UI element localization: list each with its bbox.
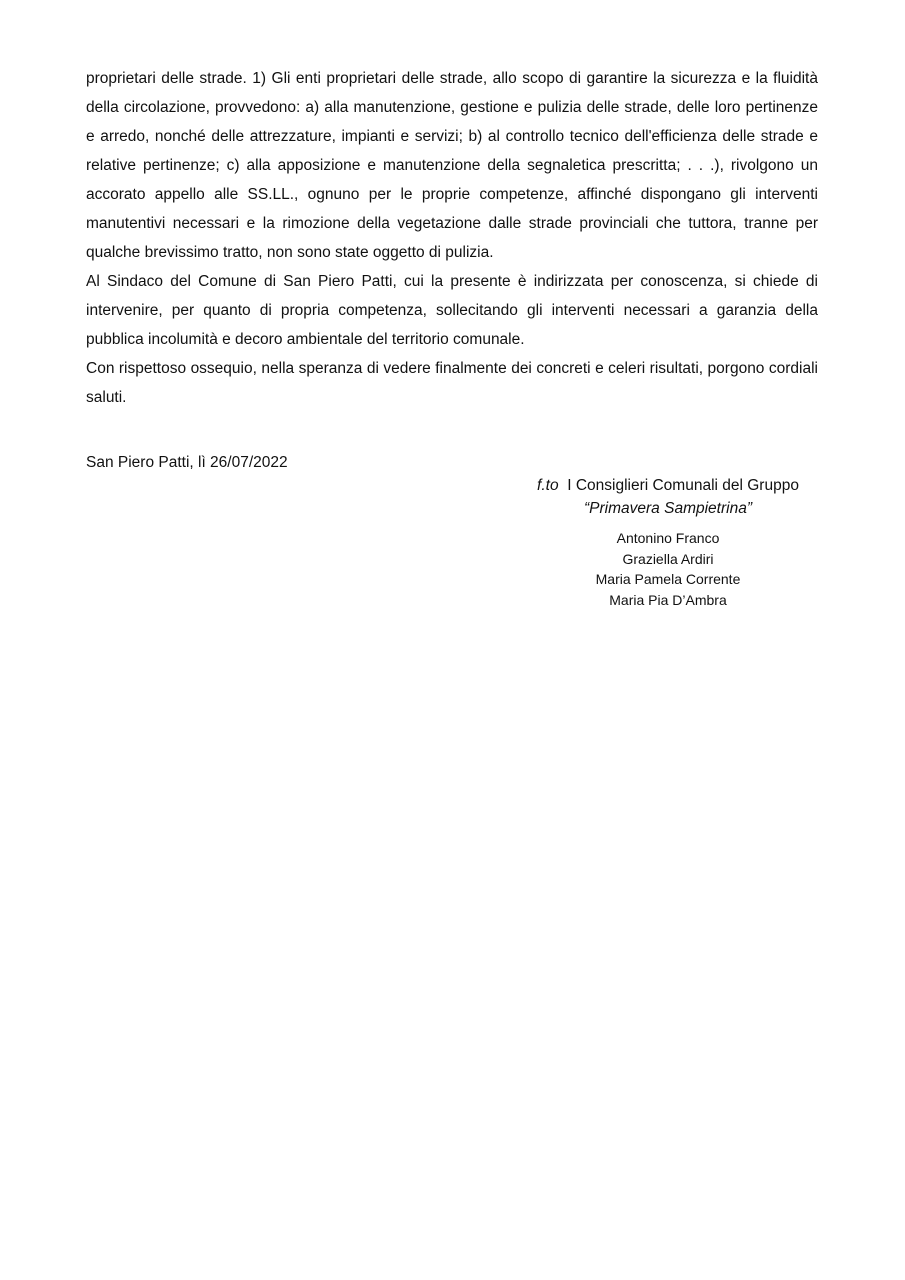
signature-header <box>510 474 826 497</box>
place-and-date: San Piero Patti, lì 26/07/2022 <box>86 454 288 471</box>
paragraph-3: Con rispettoso ossequio, nella speranza di vedere finalmente dei concreti e celeri risultati, porgono cordiali saluti. <box>86 360 818 406</box>
signer-name: Antonino Franco <box>616 530 720 546</box>
signer-name: Maria Pamela Corrente <box>595 571 741 587</box>
signer-name: Graziella Ardiri <box>622 550 714 567</box>
letter-body <box>86 64 818 412</box>
signers-list <box>510 528 826 610</box>
paragraph-2: Al Sindaco del Comune di San Piero Patti, cui la presente è indirizzata per conoscenza, si chiede di intervenire, per quanto di propria competenza, sollecitando gli interventi necessari a garanzia della pubblica incolumità e decoro ambientale del territorio comunale. <box>86 273 818 348</box>
group-name: “Primavera Sampietrina” <box>584 500 752 517</box>
paragraph-1: proprietari delle strade. 1) Gli enti proprietari delle strade, allo scopo di garantire la sicurezza e la fluidità della circolazione, provvedono: a) alla manutenzione, gestione e pulizia delle strade, delle loro pertinenze e arredo, nonché delle attrezzature, impianti e servizi; b) al controllo tecnico dell'efficienza delle strade e relative pertinenze; c) alla apposizione e manutenzione della segnaletica prescritta; . . .), rivolgono un accorato appello alle SS.LL., ognuno per le proprie competenze, affinché dispongano gli interventi manutentivi necessari e la rimozione della vegetazione dalle strade provinciali che tuttora, tranne per qualche brevissimo tratto, non sono state oggetto di pulizia. <box>86 70 818 261</box>
signature-block <box>510 474 826 610</box>
fto-label: f.to <box>537 477 559 494</box>
signature-header-text: I Consiglieri Comunali del Gruppo <box>567 477 799 494</box>
signer-name: Maria Pia D’Ambra <box>609 591 727 608</box>
